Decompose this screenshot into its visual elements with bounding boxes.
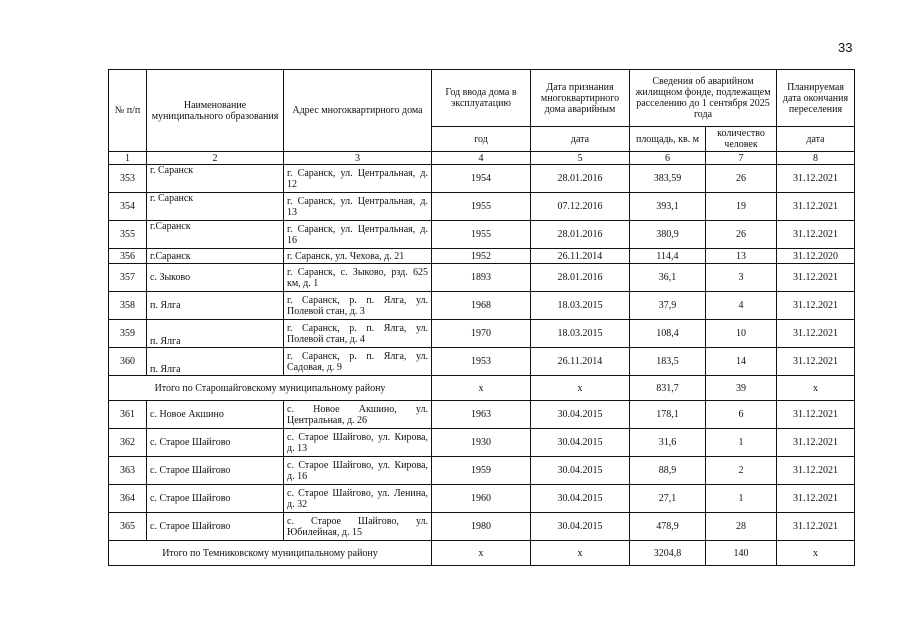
header-recognition-date: Дата признания многоквартирного дома аварийным xyxy=(531,70,630,127)
total-label: Итого по Старошайговскому муниципальному району xyxy=(109,376,432,401)
address-cell: г. Саранск, ул. Центральная, д. 13 xyxy=(284,193,432,221)
address-cell: г. Саранск, ул. Чехова, д. 21 xyxy=(284,249,432,264)
resettlement-table xyxy=(108,69,855,566)
municipality-cell: с. Старое Шайгово xyxy=(147,457,284,485)
year-cell: 1893 xyxy=(432,264,531,292)
year-cell: 1955 xyxy=(432,193,531,221)
column-number: 4 xyxy=(432,152,531,165)
area-cell: 114,4 xyxy=(630,249,706,264)
recognition-date-cell: 30.04.2015 xyxy=(531,485,630,513)
municipality-cell: с. Старое Шайгово xyxy=(147,485,284,513)
header-address: Адрес многоквартирного дома xyxy=(284,70,432,152)
subheader-planned-date: дата xyxy=(777,127,855,152)
total-row xyxy=(109,541,855,566)
header-year: Год ввода дома в эксплуатацию xyxy=(432,70,531,127)
year-cell: 1955 xyxy=(432,221,531,249)
year-cell: 1952 xyxy=(432,249,531,264)
subheader-area: площадь, кв. м xyxy=(630,127,706,152)
planned-date-cell: 31.12.2021 xyxy=(777,320,855,348)
address-cell: г. Саранск, с. Зыково, рзд. 625 км, д. 1 xyxy=(284,264,432,292)
people-cell: 26 xyxy=(706,165,777,193)
address-cell: г. Саранск, ул. Центральная, д. 12 xyxy=(284,165,432,193)
people-cell: 1 xyxy=(706,485,777,513)
column-number: 1 xyxy=(109,152,147,165)
total-year: х xyxy=(432,376,531,401)
address-cell: с. Старое Шайгово, ул. Юбилейная, д. 15 xyxy=(284,513,432,541)
area-cell: 478,9 xyxy=(630,513,706,541)
header-num: № п/п xyxy=(109,70,147,152)
municipality-cell: г.Саранск xyxy=(147,249,284,264)
people-cell: 3 xyxy=(706,264,777,292)
recognition-date-cell: 18.03.2015 xyxy=(531,320,630,348)
header-planned-date: Планируемая дата окончания переселения xyxy=(777,70,855,127)
address-cell: г. Саранск, р. п. Ялга, ул. Полевой стан, д. 3 xyxy=(284,292,432,320)
row-number: 357 xyxy=(109,264,147,292)
row-number: 353 xyxy=(109,165,147,193)
recognition-date-cell: 30.04.2015 xyxy=(531,513,630,541)
people-cell: 14 xyxy=(706,348,777,376)
table-row xyxy=(109,429,855,457)
row-number: 365 xyxy=(109,513,147,541)
area-cell: 88,9 xyxy=(630,457,706,485)
recognition-date-cell: 26.11.2014 xyxy=(531,249,630,264)
header-housing-info: Сведения об аварийном жилищном фонде, подлежащем расселению до 1 сентября 2025 года xyxy=(630,70,777,127)
table-row xyxy=(109,249,855,264)
row-number: 363 xyxy=(109,457,147,485)
total-row xyxy=(109,376,855,401)
year-cell: 1963 xyxy=(432,401,531,429)
row-number: 358 xyxy=(109,292,147,320)
year-cell: 1953 xyxy=(432,348,531,376)
year-cell: 1968 xyxy=(432,292,531,320)
total-date: х xyxy=(531,541,630,566)
planned-date-cell: 31.12.2021 xyxy=(777,264,855,292)
table-row xyxy=(109,513,855,541)
column-number: 2 xyxy=(147,152,284,165)
planned-date-cell: 31.12.2021 xyxy=(777,221,855,249)
total-people: 39 xyxy=(706,376,777,401)
year-cell: 1954 xyxy=(432,165,531,193)
total-planned: х xyxy=(777,541,855,566)
recognition-date-cell: 30.04.2015 xyxy=(531,401,630,429)
address-cell: с. Старое Шайгово, ул. Кирова, д. 13 xyxy=(284,429,432,457)
column-number: 7 xyxy=(706,152,777,165)
subheader-date: дата xyxy=(531,127,630,152)
municipality-cell: с. Зыково xyxy=(147,264,284,292)
municipality-cell: г. Саранск xyxy=(147,165,284,193)
recognition-date-cell: 07.12.2016 xyxy=(531,193,630,221)
recognition-date-cell: 18.03.2015 xyxy=(531,292,630,320)
planned-date-cell: 31.12.2021 xyxy=(777,165,855,193)
area-cell: 27,1 xyxy=(630,485,706,513)
address-cell: г. Саранск, р. п. Ялга, ул. Полевой стан, д. 4 xyxy=(284,320,432,348)
municipality-cell: п. Ялга xyxy=(147,320,284,348)
table-row xyxy=(109,485,855,513)
planned-date-cell: 31.12.2021 xyxy=(777,292,855,320)
row-number: 356 xyxy=(109,249,147,264)
area-cell: 37,9 xyxy=(630,292,706,320)
area-cell: 31,6 xyxy=(630,429,706,457)
planned-date-cell: 31.12.2020 xyxy=(777,249,855,264)
recognition-date-cell: 28.01.2016 xyxy=(531,165,630,193)
municipality-cell: п. Ялга xyxy=(147,292,284,320)
people-cell: 26 xyxy=(706,221,777,249)
people-cell: 13 xyxy=(706,249,777,264)
table-row xyxy=(109,264,855,292)
area-cell: 36,1 xyxy=(630,264,706,292)
row-number: 354 xyxy=(109,193,147,221)
total-date: х xyxy=(531,376,630,401)
year-cell: 1960 xyxy=(432,485,531,513)
address-cell: г. Саранск, ул. Центральная, д. 16 xyxy=(284,221,432,249)
recognition-date-cell: 30.04.2015 xyxy=(531,429,630,457)
recognition-date-cell: 28.01.2016 xyxy=(531,264,630,292)
row-number: 364 xyxy=(109,485,147,513)
municipality-cell: г.Саранск xyxy=(147,221,284,249)
recognition-date-cell: 28.01.2016 xyxy=(531,221,630,249)
total-area: 831,7 xyxy=(630,376,706,401)
subheader-year: год xyxy=(432,127,531,152)
address-cell: с. Новое Акшино, ул. Центральная, д. 26 xyxy=(284,401,432,429)
column-number: 3 xyxy=(284,152,432,165)
recognition-date-cell: 30.04.2015 xyxy=(531,457,630,485)
area-cell: 380,9 xyxy=(630,221,706,249)
municipality-cell: п. Ялга xyxy=(147,348,284,376)
total-area: 3204,8 xyxy=(630,541,706,566)
total-planned: х xyxy=(777,376,855,401)
year-cell: 1930 xyxy=(432,429,531,457)
year-cell: 1980 xyxy=(432,513,531,541)
row-number: 360 xyxy=(109,348,147,376)
row-number: 355 xyxy=(109,221,147,249)
planned-date-cell: 31.12.2021 xyxy=(777,401,855,429)
planned-date-cell: 31.12.2021 xyxy=(777,485,855,513)
total-year: х xyxy=(432,541,531,566)
table-row xyxy=(109,193,855,221)
people-cell: 6 xyxy=(706,401,777,429)
year-cell: 1970 xyxy=(432,320,531,348)
people-cell: 19 xyxy=(706,193,777,221)
table-row xyxy=(109,292,855,320)
table-row xyxy=(109,165,855,193)
page-number: 33 xyxy=(838,40,853,55)
municipality-cell: с. Новое Акшино xyxy=(147,401,284,429)
address-cell: с. Старое Шайгово, ул. Ленина, д. 32 xyxy=(284,485,432,513)
column-number: 8 xyxy=(777,152,855,165)
area-cell: 393,1 xyxy=(630,193,706,221)
table-row xyxy=(109,348,855,376)
address-cell: с. Старое Шайгово, ул. Кирова, д. 16 xyxy=(284,457,432,485)
year-cell: 1959 xyxy=(432,457,531,485)
municipality-cell: г. Саранск xyxy=(147,193,284,221)
planned-date-cell: 31.12.2021 xyxy=(777,429,855,457)
row-number: 362 xyxy=(109,429,147,457)
column-number: 5 xyxy=(531,152,630,165)
total-people: 140 xyxy=(706,541,777,566)
table-row xyxy=(109,221,855,249)
subheader-people: количество человек xyxy=(706,127,777,152)
header-municipality: Наименование муниципального образования xyxy=(147,70,284,152)
planned-date-cell: 31.12.2021 xyxy=(777,193,855,221)
table-row xyxy=(109,320,855,348)
planned-date-cell: 31.12.2021 xyxy=(777,348,855,376)
table-row xyxy=(109,401,855,429)
area-cell: 108,4 xyxy=(630,320,706,348)
people-cell: 2 xyxy=(706,457,777,485)
row-number: 359 xyxy=(109,320,147,348)
municipality-cell: с. Старое Шайгово xyxy=(147,513,284,541)
municipality-cell: с. Старое Шайгово xyxy=(147,429,284,457)
column-number: 6 xyxy=(630,152,706,165)
address-cell: г. Саранск, р. п. Ялга, ул. Садовая, д. 9 xyxy=(284,348,432,376)
row-number: 361 xyxy=(109,401,147,429)
people-cell: 4 xyxy=(706,292,777,320)
planned-date-cell: 31.12.2021 xyxy=(777,457,855,485)
table-row xyxy=(109,457,855,485)
area-cell: 183,5 xyxy=(630,348,706,376)
area-cell: 383,59 xyxy=(630,165,706,193)
recognition-date-cell: 26.11.2014 xyxy=(531,348,630,376)
total-label: Итого по Темниковскому муниципальному району xyxy=(109,541,432,566)
people-cell: 28 xyxy=(706,513,777,541)
area-cell: 178,1 xyxy=(630,401,706,429)
planned-date-cell: 31.12.2021 xyxy=(777,513,855,541)
people-cell: 1 xyxy=(706,429,777,457)
people-cell: 10 xyxy=(706,320,777,348)
